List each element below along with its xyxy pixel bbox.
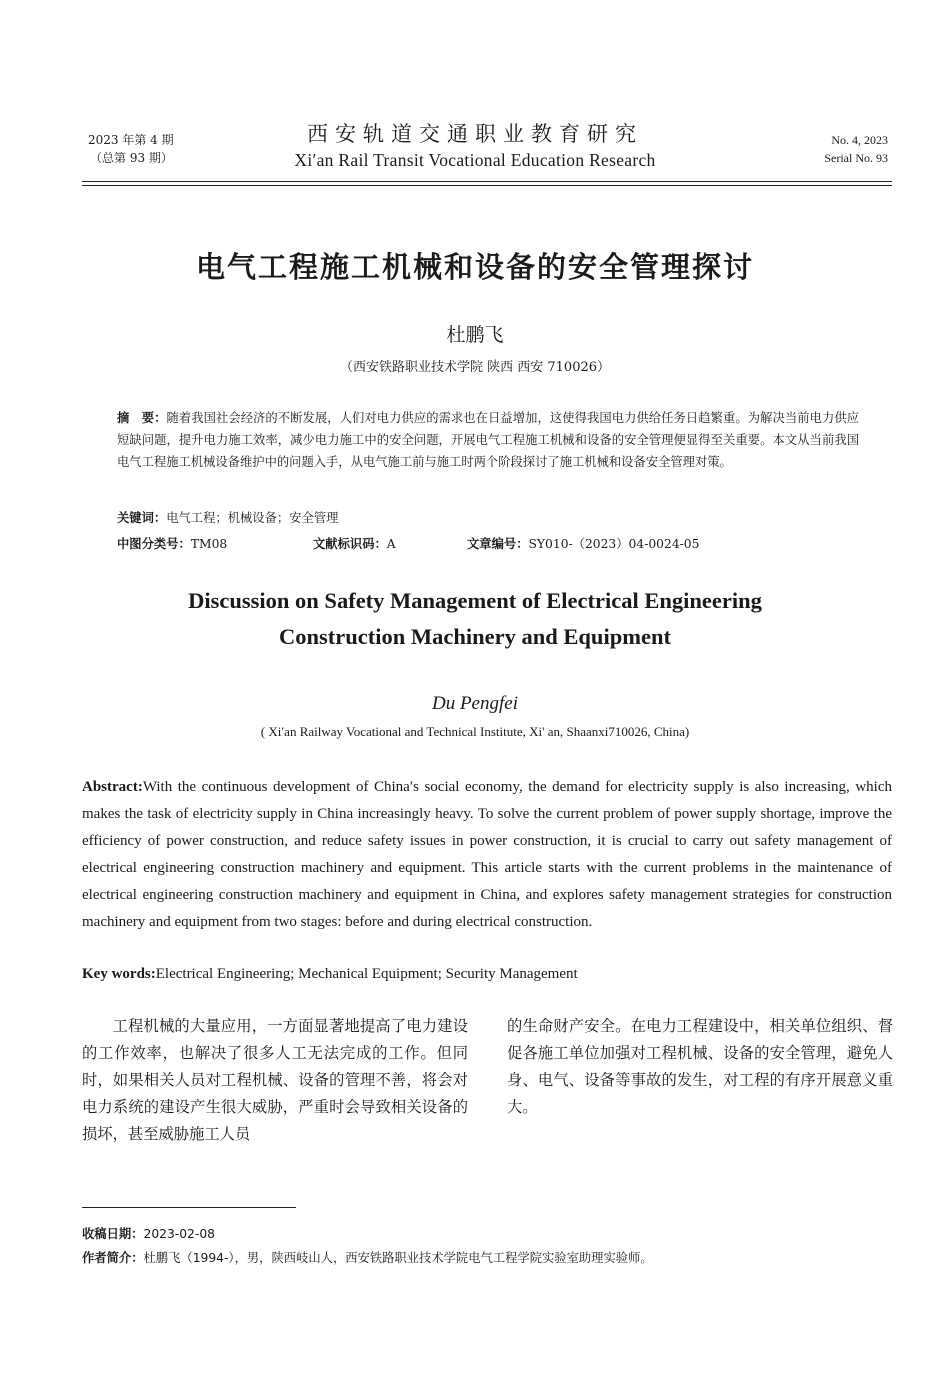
abstract-en-text: With the continuous development of China′s social economy, the demand for electricity supply is also increasing, which makes the task of electricity supply in China increasingly heavy. To solve the current problem of power supply shortage, improve the efficiency of power construction, and reduce safety issues in power construction, it is crucial to carry out safety management of electrical engineering construction machinery and equipment. This article starts with the current problems in the maintenance of electrical engineering construction machinery and equipment in China, and explores safety management strategies for construction machinery and equipment from two stages: before and during electrical construction. xyxy=(82,779,892,930)
journal-title xyxy=(0,120,950,172)
author-en: Du Pengfei xyxy=(431,693,518,714)
footnote-received: 收稿日期：2023-02-08 xyxy=(82,1227,215,1241)
class-number: 中图分类号：TM08 xyxy=(117,537,228,551)
header-rule-thick xyxy=(82,181,892,182)
serial-en: Serial No. 93 xyxy=(824,151,888,165)
header-issue-en xyxy=(824,131,888,167)
issue-cn: 2023 年第 4 期 xyxy=(88,133,174,147)
document-code: 文献标识码：A xyxy=(313,537,396,551)
keywords-en-text: Electrical Engineering; Mechanical Equipment; Security Management xyxy=(155,966,578,982)
footnote-rule xyxy=(82,1207,296,1208)
article-title-en-line1: Discussion on Safety Management of Electrical Engineering xyxy=(188,588,762,613)
abstract-cn-label: 摘 要： xyxy=(117,411,167,425)
article-number: 文章编号：SY010-（2023）04-0024-05 xyxy=(467,537,700,551)
affiliation-en: ( Xi′an Railway Vocational and Technical Institute, Xi' an, Shaanxi710026, China) xyxy=(260,724,690,739)
header-rule-thin xyxy=(82,185,892,186)
body-column-right xyxy=(507,1013,893,1121)
abstract-cn-text: 随着我国社会经济的不断发展，人们对电力供应的需求也在日益增加，这使得我国电力供给任务日趋繁重。为解决当前电力供应短缺问题，提升电力施工效率，减少电力施工中的安全问题，开展电气工程施工机械和设备的安全管理便显得至关重要。本文从当前我国电气工程施工机械设备维护中的问题入手，从电气施工前与施工时两个阶段探讨了施工机械和设备安全管理对策。 xyxy=(117,411,859,469)
article-title-en xyxy=(0,583,950,655)
keywords-cn xyxy=(117,507,338,529)
abstract-en-label: Abstract: xyxy=(82,779,143,795)
keywords-cn-text: 电气工程；机械设备；安全管理 xyxy=(166,511,339,525)
body-paragraph-right: 的生命财产安全。在电力工程建设中，相关单位组织、督促各施工单位加强对工程机械、设备的安全管理，避免人身、电气、设备等事故的发生，对工程的有序开展意义重大。 xyxy=(507,1017,893,1116)
body-column-left xyxy=(82,1013,468,1148)
issue-en: No. 4, 2023 xyxy=(831,133,888,147)
abstract-cn xyxy=(117,407,859,473)
keywords-en xyxy=(82,961,578,988)
keywords-en-label: Key words: xyxy=(82,966,156,982)
journal-title-cn: 西安轨道交通职业教育研究 xyxy=(307,122,643,146)
journal-title-en: Xi′an Rail Transit Vocational Education Research xyxy=(294,150,656,170)
keywords-cn-label: 关键词： xyxy=(117,511,167,525)
author-cn: 杜鹏飞 xyxy=(446,324,504,346)
body-paragraph-left: 工程机械的大量应用，一方面显著地提高了电力建设的工作效率，也解决了很多人工无法完成的工作。但同时，如果相关人员对工程机械、设备的管理不善，将会对电力系统的建设产生很大威胁，严重时会导致相关设备的损坏，甚至威胁施工人员 xyxy=(82,1017,468,1143)
footnote-author-bio: 作者简介：杜鹏飞（1994-），男，陕西岐山人，西安铁路职业技术学院电气工程学院实验室助理实验师。 xyxy=(82,1251,653,1265)
article-title-en-line2: Construction Machinery and Equipment xyxy=(279,624,671,649)
affiliation-cn: （西安铁路职业技术学院 陕西 西安 710026） xyxy=(339,360,611,375)
article-title-cn: 电气工程施工机械和设备的安全管理探讨 xyxy=(195,250,754,284)
abstract-en xyxy=(82,774,892,936)
serial-cn: （总第 93 期） xyxy=(90,151,173,165)
